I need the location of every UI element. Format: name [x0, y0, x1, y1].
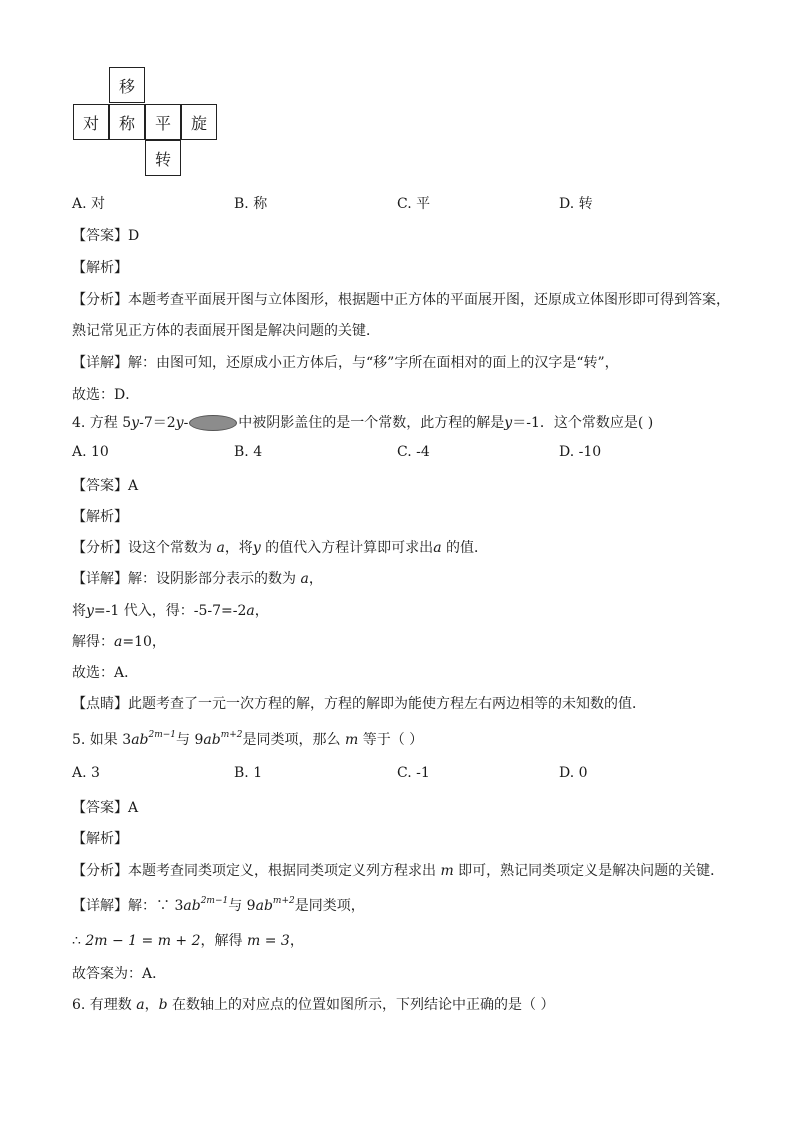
- text: 设这个常数为: [128, 540, 217, 556]
- cube-face-right: 旋: [181, 104, 217, 140]
- term1-coef: 3: [174, 898, 184, 914]
- text: =-1 代入，得：-5-7=-2: [93, 603, 247, 619]
- q3-conclusion: 故选：D．: [72, 387, 140, 403]
- q4-text: -: [183, 415, 189, 431]
- answer-value: D: [128, 228, 140, 244]
- q4-option-d: D. -10: [559, 444, 602, 460]
- text: ，: [254, 603, 269, 619]
- q4-step2: [72, 631, 166, 651]
- term2-coef: 9: [194, 732, 204, 748]
- term2-base: ab: [203, 732, 221, 748]
- q5-num: 5. 如果: [72, 732, 123, 748]
- because-symbol: ∵: [156, 898, 175, 914]
- text: 是同类项，那么: [242, 732, 345, 748]
- q4-analysis-title: 【解析】: [72, 509, 128, 525]
- fenxi-label: 【分析】: [72, 540, 128, 556]
- text: ，: [144, 997, 159, 1013]
- answer-label: 【答案】: [72, 478, 128, 494]
- q3-fenxi-line2: 熟记常见正方体的表面展开图是解决问题的关键．: [72, 323, 380, 339]
- q4-text: -7＝2: [139, 415, 176, 431]
- fenxi-label: 【分析】: [72, 292, 128, 308]
- term1-coef: 3: [122, 732, 132, 748]
- text: 6. 有理数: [72, 997, 137, 1013]
- text: ，: [308, 571, 323, 587]
- var-y: y: [86, 603, 94, 619]
- therefore-symbol: ∴: [72, 933, 86, 949]
- text: 本题考查同类项定义，根据同类项定义列方程求出: [128, 863, 441, 879]
- cube-face-top: 移: [109, 67, 145, 103]
- cube-face-bottom: 转: [145, 140, 181, 176]
- q4-answer: [72, 475, 138, 495]
- q4-fenxi: [72, 537, 488, 557]
- text: 将: [72, 603, 86, 619]
- text: 在数轴上的对应点的位置如图所示，下列结论中正确的是（ ）: [167, 997, 555, 1013]
- var-y: y: [252, 540, 261, 556]
- text: 解：: [128, 898, 156, 914]
- dianjing-text: 此题考查了一元一次方程的解，方程的解即为能使方程左右两边相等的未知数的值．: [128, 696, 646, 712]
- q5-option-d: D. 0: [559, 765, 588, 781]
- var-a: a: [216, 540, 225, 556]
- dianjing-label: 【点睛】: [72, 696, 128, 712]
- var-a: a: [114, 634, 123, 650]
- term2-exp: m+2: [272, 896, 295, 906]
- text: 解得：: [72, 634, 114, 650]
- cube-face-mid-right: 平: [145, 104, 181, 140]
- q4-step1: [72, 600, 269, 620]
- q3-option-d: D. 转: [559, 196, 593, 212]
- term2-exp: m+2: [220, 730, 243, 740]
- text: 的值代入方程计算即可求出: [260, 540, 434, 556]
- q4-option-a: A. 10: [72, 444, 109, 460]
- q4-option-b: B. 4: [234, 444, 263, 460]
- text: 即可，熟记同类项定义是解决问题的关键．: [453, 863, 725, 879]
- q6-question: [72, 994, 555, 1014]
- q5-conclusion: 故答案为：A．: [72, 966, 167, 982]
- text: 是同类项，: [294, 898, 365, 914]
- var-a: a: [136, 997, 145, 1013]
- var-b: b: [158, 997, 168, 1013]
- xiangjie-label: 【详解】: [72, 898, 128, 914]
- cube-face-mid-left: 称: [109, 104, 145, 140]
- var-m: m: [440, 863, 454, 879]
- q5-option-b: B. 1: [234, 765, 263, 781]
- text: 与: [228, 898, 247, 914]
- answer-value: A: [128, 478, 139, 494]
- term1-exp: 2m−1: [200, 896, 229, 906]
- q3-fenxi: [72, 289, 730, 309]
- var-y: y: [131, 415, 140, 431]
- fenxi-text: 本题考查平面展开图与立体图形，根据题中正方体的平面展开图，还原成立体图形即可得到答案，: [128, 292, 730, 308]
- shaded-oval: [189, 415, 237, 431]
- q5-xiangjie: [72, 895, 365, 915]
- q5-answer: [72, 797, 138, 817]
- q4-text: ＝-1．这个常数应是( ): [512, 415, 654, 431]
- xiangjie-label: 【详解】: [72, 355, 128, 371]
- text: 解：设阴影部分表示的数为: [128, 571, 301, 587]
- answer-value: A: [128, 800, 139, 816]
- text: 等于（ ）: [358, 732, 424, 748]
- q3-answer: [72, 225, 139, 245]
- q3-option-c: C. 平: [397, 196, 431, 212]
- text: ，将: [224, 540, 253, 556]
- fenxi-label: 【分析】: [72, 863, 128, 879]
- var-a: a: [433, 540, 442, 556]
- answer-label: 【答案】: [72, 800, 128, 816]
- q5-fenxi: [72, 860, 724, 880]
- q4-dianjing: [72, 693, 646, 713]
- text: ，: [289, 933, 304, 949]
- text: 的值．: [441, 540, 488, 556]
- var-a: a: [246, 603, 255, 619]
- var-m: m: [344, 732, 359, 748]
- term1-exp: 2m−1: [148, 730, 177, 740]
- term2-base: ab: [255, 898, 273, 914]
- q4-conclusion: 故选：A．: [72, 665, 139, 681]
- q3-option-b: B. 称: [234, 196, 268, 212]
- q4-xiangjie: [72, 568, 323, 588]
- q4-text: 中被阴影盖住的是一个常数，此方程的解是: [238, 415, 505, 431]
- q3-analysis-title: 【解析】: [72, 260, 128, 276]
- xiangjie-text: 解：由图可知，还原成小正方体后，与“移”字所在面相对的面上的汉字是“转”，: [128, 355, 619, 371]
- q4-option-c: C. -4: [397, 444, 430, 460]
- var-y: y: [175, 415, 184, 431]
- answer-label: 【答案】: [72, 228, 128, 244]
- equation: 2m − 1 = m + 2: [85, 933, 201, 949]
- q3-xiangjie: [72, 352, 619, 372]
- xiangjie-label: 【详解】: [72, 571, 128, 587]
- q3-option-a: A. 对: [72, 196, 106, 212]
- term1-base: ab: [131, 732, 149, 748]
- var-a: a: [300, 571, 309, 587]
- solution: m = 3: [246, 933, 290, 949]
- cube-face-left: 对: [73, 104, 109, 140]
- q5-solve: [72, 930, 304, 950]
- q4-num: 4. 方程 5: [72, 415, 132, 431]
- var-y: y: [504, 415, 513, 431]
- q5-option-c: C. -1: [397, 765, 430, 781]
- q5-question: [72, 729, 423, 749]
- q5-analysis-title: 【解析】: [72, 831, 128, 847]
- q4-question: [72, 412, 653, 432]
- text: ，解得: [200, 933, 247, 949]
- term2-coef: 9: [246, 898, 256, 914]
- term1-base: ab: [183, 898, 201, 914]
- q5-option-a: A. 3: [72, 765, 100, 781]
- text: 与: [176, 732, 195, 748]
- text: =10，: [122, 634, 166, 650]
